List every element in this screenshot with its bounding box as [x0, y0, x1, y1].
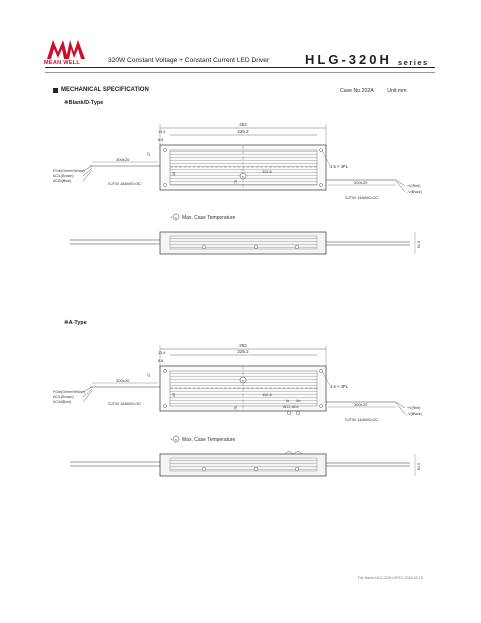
dim-h2: 40: [172, 172, 176, 176]
dim-h2-2: 40: [172, 393, 176, 397]
dim-total: 252: [239, 122, 247, 127]
svg-text:tc: tc: [241, 378, 245, 383]
housing-fins: [170, 150, 317, 185]
input-wire-1-2: FG⊕(Green/Yellow): [53, 390, 85, 394]
output-cable-length-2: 300±20: [354, 402, 368, 407]
mount-hole-icon: [320, 405, 323, 408]
mount-hole-icon: [320, 184, 323, 187]
series-title: HLG-320H: [305, 52, 392, 67]
series-suffix: series: [398, 58, 429, 67]
output-cable-length: 300±20: [354, 180, 368, 185]
dim-d1-2: 13.4: [158, 351, 166, 355]
dim-mid-2: 112.6: [262, 392, 272, 397]
dim-hole-2: 4.5 × 4PL: [330, 384, 349, 389]
tc-note-2: Max. Case Temperature: [182, 437, 236, 443]
input-wire-2-2: AC/L(Brown): [53, 395, 74, 399]
drawing-2-side-view: [70, 452, 421, 477]
drawing-1-label: ※Blank/D-Type: [64, 100, 104, 106]
dim-h1-2: 17: [147, 373, 151, 377]
input-wire-3-2: AC/N(Blue): [53, 400, 72, 404]
case-number: Case No.202A: [340, 88, 374, 94]
dim-side: 61.5: [417, 241, 421, 248]
dim-h1: 17: [147, 152, 151, 156]
input-wire-3: AC/N(Blue): [53, 179, 72, 183]
input-cable-length: 300±20: [116, 157, 130, 162]
footer-file: File Name:HLG-320H-SPEC 2018-03-19: [358, 576, 423, 580]
screw-icon: [254, 467, 258, 471]
input-cable-spec: SJTW 18AWG×3C: [108, 181, 142, 186]
tc-note-symbol-2: tc: [174, 437, 178, 442]
mount-hole-icon: [164, 370, 167, 373]
dim-side-2: 61.5: [417, 463, 421, 470]
screw-icon: [202, 245, 206, 249]
vo-adjust-icon: [296, 411, 300, 415]
unit-label: Unit:mm: [387, 88, 407, 94]
output-cable-spec-2: SJTW 14AWG×2C: [345, 417, 379, 422]
output-wire-2-2: -V(Black): [407, 412, 422, 416]
screw-icon: [295, 245, 299, 249]
dim-hole: 4.5 × 4PL: [330, 164, 349, 169]
svg-text:tc: tc: [241, 174, 245, 179]
drawing-2-top-view: [53, 343, 422, 443]
input-wire-1: FG⊕(Green/Yellow): [53, 169, 85, 173]
screw-icon: [254, 245, 258, 249]
dim-d2-2: 8.8: [158, 359, 164, 363]
input-wire-2: AC/L(Brown): [53, 174, 74, 178]
svg-text:*: *: [170, 215, 172, 220]
io-adjust-icon: [287, 411, 291, 415]
dim-total-2: 252: [239, 343, 247, 348]
logo-text: MEAN WELL: [44, 60, 81, 66]
svg-text:*: *: [170, 437, 172, 442]
mount-hole-icon: [164, 184, 167, 187]
dim-d2: 8.8: [158, 138, 164, 142]
screw-icon: [295, 467, 299, 471]
screw-icon: [202, 467, 206, 471]
mount-hole-icon: [164, 149, 167, 152]
dim-inner-2: 225.2: [237, 349, 249, 354]
dim-h3-2: 75: [234, 406, 238, 410]
input-cable-length-2: 300±20: [116, 378, 130, 383]
tc-note: Max. Case Temperature: [182, 215, 236, 221]
dim-mid: 112.6: [262, 169, 272, 174]
output-wire-2: -V(Black): [407, 190, 422, 194]
input-cable-spec-2: SJTW 18AWG×3C: [108, 401, 142, 406]
tc-note-symbol: tc: [174, 215, 178, 220]
output-cable-spec: SJTW 14AWG×2C: [345, 195, 379, 200]
output-wire-1: +V(Red): [407, 184, 421, 188]
adj-sub: ADJ. ADJ.: [283, 405, 300, 409]
adj-io: Io: [286, 399, 290, 403]
dim-d1: 13.4: [158, 130, 166, 134]
drawing-1-top-view: [53, 122, 422, 221]
output-wire-1-2: +V(Red): [407, 406, 421, 410]
drawing-1-side-view: [70, 232, 421, 254]
page-subtitle: 320W Constant Voltage + Constant Current LED Driver: [108, 57, 270, 64]
dim-h3: 75: [234, 180, 238, 184]
adj-vo: Vo: [296, 399, 301, 403]
drawing-2-label: ※A-Type: [64, 320, 87, 326]
section-title: MECHANICAL SPECIFICATION: [61, 87, 149, 93]
mount-hole-icon: [164, 405, 167, 408]
dim-inner: 225.2: [237, 129, 249, 134]
